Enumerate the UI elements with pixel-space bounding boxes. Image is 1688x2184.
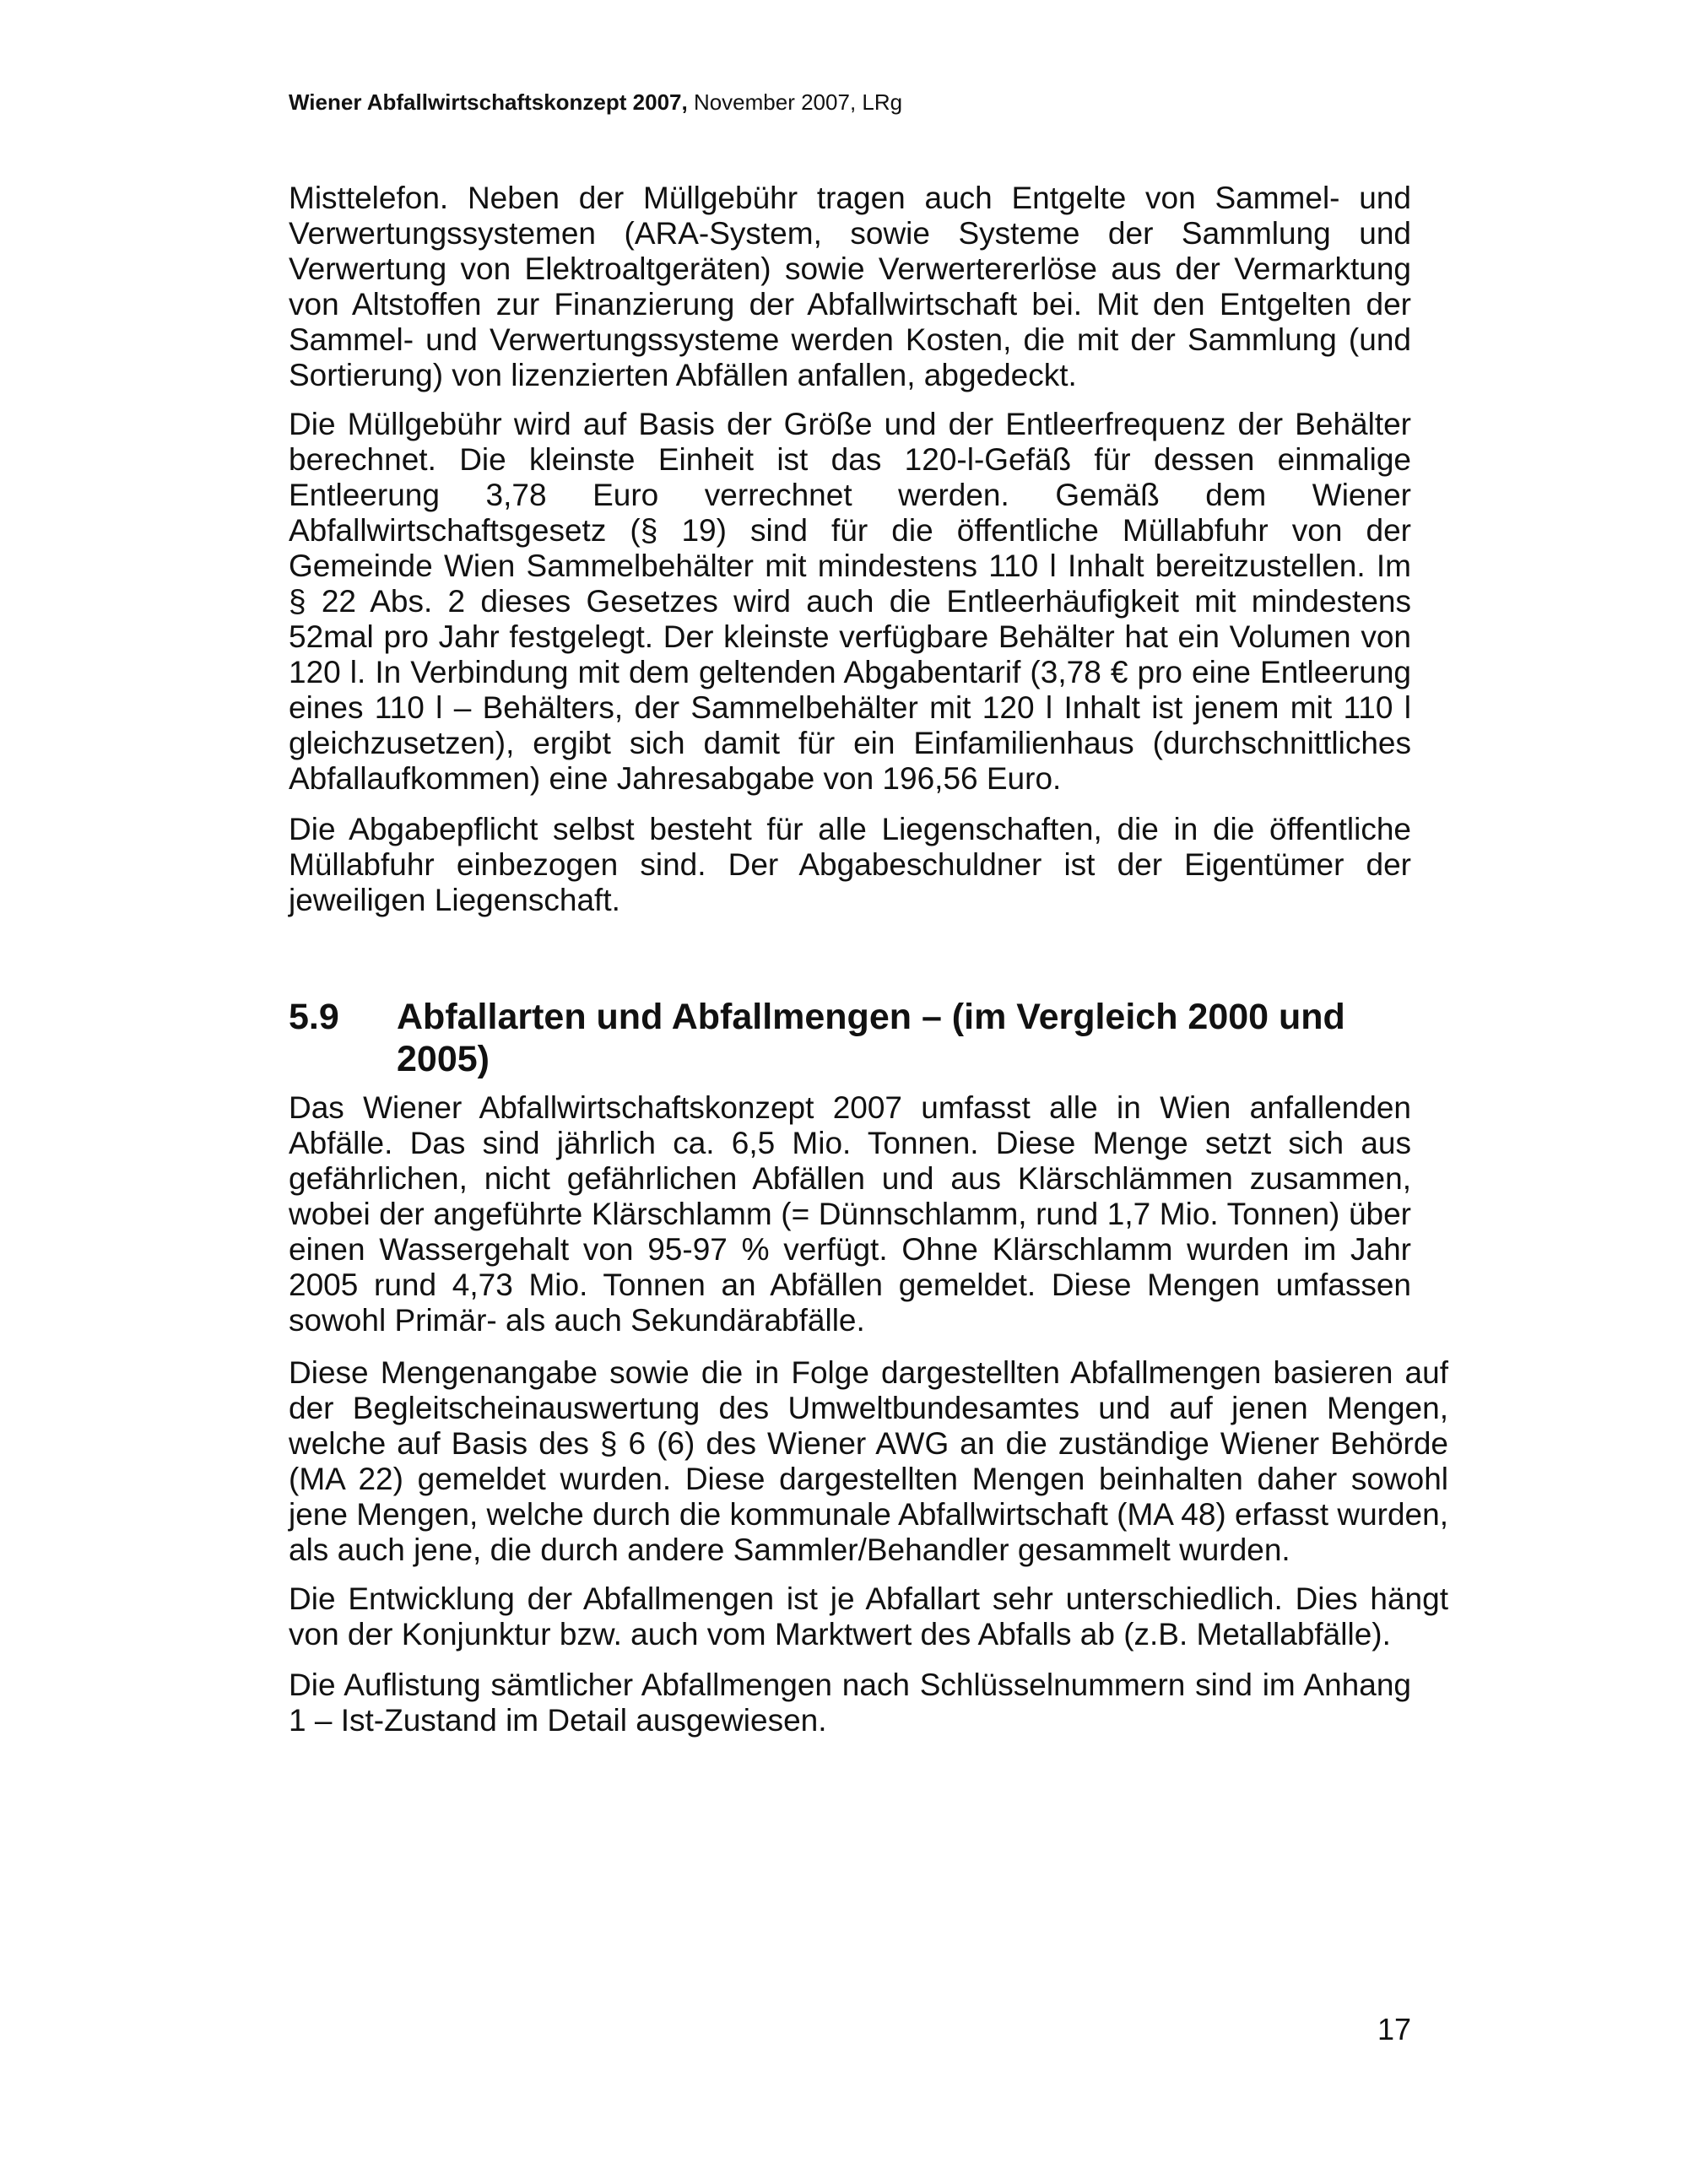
section-title: Abfallarten und Abfallmengen – (im Vergleich 2000 und 2005) <box>397 997 1345 1079</box>
paragraph-abfaelle-wien: Das Wiener Abfallwirtschaftskonzept 2007 umfasst alle in Wien anfallenden Abfälle. Das sind jährlich ca. 6,5 Mio. Tonnen. Diese Menge setzt sich aus gefährlichen, nicht gefährlichen Abfällen und aus Klärschlämmen zusammen, wobei der angeführte Klärschlamm (= Dünnschlamm, rund 1,7 Mio. Tonnen) über einen Wassergehalt von 95-97 % verfügt. Ohne Klärschlamm wurden im Jahr 2005 rund 4,73 Mio. Tonnen an Abfällen gemeldet. Diese Mengen umfassen sowohl Primär- als auch Sekundärabfälle. <box>289 1090 1411 1338</box>
paragraph-mengenangabe: Diese Mengenangabe sowie die in Folge dargestellten Abfallmengen basieren auf der Begleitscheinauswertung des Umweltbundesamtes und auf jenen Mengen, welche auf Basis des § 6 (6) des Wiener AWG an die zuständige Wiener Behörde (MA 22) gemeldet wurden. Diese dargestellten Mengen beinhalten daher sowohl jene Mengen, welche durch die kommunale Abfallwirtschaft (MA 48) erfasst wurden, als auch jene, die durch andere Sammler/Behandler gesammelt wurden. <box>289 1355 1448 1567</box>
page-number: 17 <box>1377 2012 1412 2046</box>
paragraph-muellgebuehr: Die Müllgebühr wird auf Basis der Größe und der Entleerfrequenz der Behälter berechnet. Die kleinste Einheit ist das 120-l-Gefäß für dessen einmalige Entleerung 3,78 Euro verrechnet werden. Gemäß dem Wiener Abfallwirtschaftsgesetz (§ 19) sind für die öffentliche Müllabfuhr von der Gemeinde Wien Sammelbehälter mit mindestens 110 l Inhalt bereitzustellen. Im § 22 Abs. 2 dieses Gesetzes wird auch die Entleerhäufigkeit mit mindestens 52mal pro Jahr festgelegt. Der kleinste verfügbare Behälter hat ein Volumen von 120 l. In Verbindung mit dem geltenden Abgabentarif (3,78 € pro eine Entleerung eines 110 l – Behälters, der Sammelbehälter mit 120 l Inhalt ist jenem mit 110 l gleichzusetzen), ergibt sich damit für ein Einfamilienhaus (durchschnittliches Abfallaufkommen) eine Jahresabgabe von 196,56 Euro. <box>289 407 1411 796</box>
section-heading <box>289 996 1411 1080</box>
paragraph-entwicklung: Die Entwicklung der Abfallmengen ist je Abfallart sehr unterschiedlich. Dies hängt von der Konjunktur bzw. auch vom Marktwert des Abfalls ab (z.B. Metallabfälle). <box>289 1581 1448 1652</box>
paragraph-auflistung: Die Auflistung sämtlicher Abfallmengen nach Schlüsselnummern sind im Anhang 1 – Ist-Zustand im Detail ausgewiesen. <box>289 1668 1411 1738</box>
header-title-rest: November 2007, LRg <box>687 89 903 115</box>
paragraph-abgabepflicht: Die Abgabepflicht selbst besteht für alle Liegenschaften, die in die öffentliche Müllabfuhr einbezogen sind. Der Abgabeschuldner ist der Eigentümer der jeweiligen Liegenschaft. <box>289 812 1411 917</box>
running-header <box>289 88 902 116</box>
header-title-bold: Wiener Abfallwirtschaftskonzept 2007, <box>289 89 688 115</box>
section-number: 5.9 <box>289 997 339 1037</box>
paragraph-misttelefon: Misttelefon. Neben der Müllgebühr tragen auch Entgelte von Sammel- und Verwertungssystemen (ARA-System, sowie Systeme der Sammlung und Verwertung von Elektroaltgeräten) sowie Verwertererlöse aus der Vermarktung von Altstoffen zur Finanzierung der Abfallwirtschaft bei. Mit den Entgelten der Sammel- und Verwertungssysteme werden Kosten, die mit der Sammlung (und Sortierung) von lizenzierten Abfällen anfallen, abgedeckt. <box>289 181 1411 392</box>
